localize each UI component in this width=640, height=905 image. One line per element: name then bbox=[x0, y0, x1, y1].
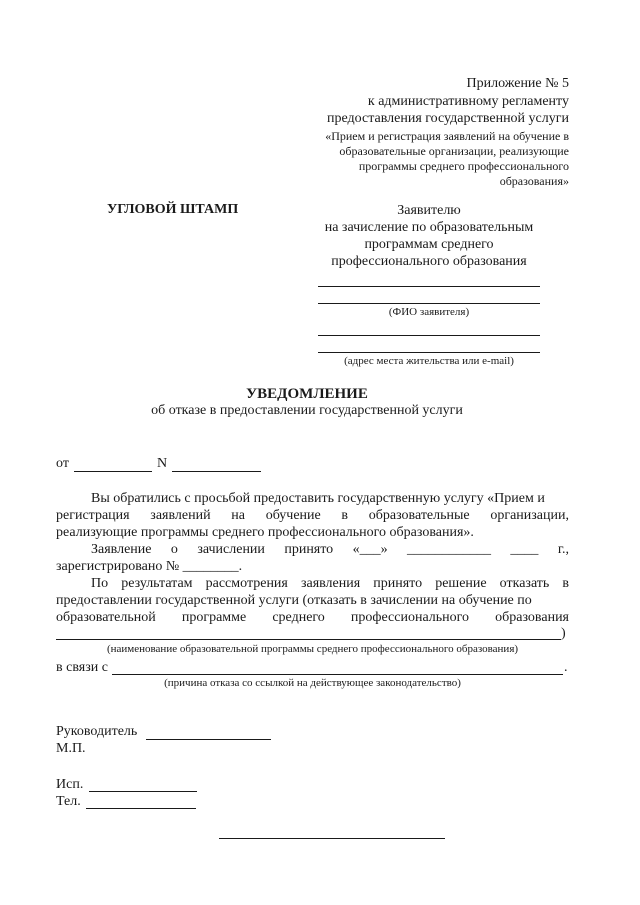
addressee-blank-4 bbox=[318, 352, 540, 353]
body-p3-line2: предоставлении государственной услуги (отказать в зачислении на обучение по bbox=[56, 593, 532, 608]
body-p1-line2: регистрация заявлений на обучение в образовательные организации, bbox=[56, 508, 569, 523]
addressee-line-1: Заявителю bbox=[397, 203, 461, 218]
executor-blank bbox=[89, 791, 197, 792]
body-p2-line2: зарегистрировано № ________. bbox=[56, 559, 243, 574]
due-to-label: в связи с bbox=[56, 660, 108, 675]
bottom-separator bbox=[219, 838, 445, 839]
document-title: УВЕДОМЛЕНИЕ bbox=[246, 386, 368, 402]
body-p1-line3: реализующие программы среднего профессионального образования». bbox=[56, 525, 474, 540]
seal-label: М.П. bbox=[56, 741, 86, 756]
addressee-blank-3 bbox=[318, 335, 540, 336]
reason-blank bbox=[112, 674, 563, 675]
fio-caption: (ФИО заявителя) bbox=[388, 306, 470, 318]
ref-number-blank bbox=[172, 471, 261, 472]
appendix-line-service-name-4: образования» bbox=[499, 174, 569, 188]
program-caption: (наименование образовательной программы среднего профессионального образования) bbox=[106, 643, 519, 655]
appendix-line-service: предоставления государственной услуги bbox=[327, 111, 569, 126]
phone-label: Тел. bbox=[56, 794, 81, 809]
body-p3-line1: По результатам рассмотрения заявления принято решение отказать в bbox=[91, 576, 569, 591]
corner-stamp: УГЛОВОЙ ШТАМП bbox=[107, 202, 239, 217]
appendix-line-service-name-1: «Прием и регистрация заявлений на обучение в bbox=[325, 129, 569, 143]
body-p1-line1: Вы обратились с просьбой предоставить государственную услугу «Прием и bbox=[91, 491, 545, 506]
ref-number-label: N bbox=[157, 456, 168, 471]
program-close-paren: ) bbox=[561, 626, 566, 641]
appendix-line-service-name-2: образовательные организации, реализующие bbox=[339, 144, 569, 158]
addressee-blank-2 bbox=[318, 303, 540, 304]
program-name-blank bbox=[56, 639, 561, 640]
appendix-line-regulation: к административному регламенту bbox=[367, 94, 569, 109]
phone-blank bbox=[86, 808, 196, 809]
addressee-line-3: программам среднего bbox=[364, 237, 494, 252]
reason-end-period: . bbox=[564, 660, 568, 675]
executor-label: Исп. bbox=[56, 777, 84, 792]
head-label: Руководитель bbox=[56, 724, 138, 739]
addressee-line-2: на зачисление по образовательным bbox=[324, 220, 534, 235]
addressee-blank-1 bbox=[318, 286, 540, 287]
address-caption: (адрес места жительства или e-mail) bbox=[344, 355, 514, 367]
ref-date-blank bbox=[74, 471, 152, 472]
document-subtitle: об отказе в предоставлении государственной услуги bbox=[151, 403, 463, 418]
ref-from-label: от bbox=[56, 456, 69, 471]
body-p3-line3: образовательной программе среднего профессионального образования bbox=[56, 610, 569, 625]
head-signature-blank bbox=[146, 739, 271, 740]
body-p2-line1: Заявление о зачислении принято «___» ____________ ____ г., bbox=[91, 542, 569, 557]
reason-caption: (причина отказа со ссылкой на действующее законодательство) bbox=[164, 677, 461, 689]
appendix-number: Приложение № 5 bbox=[466, 76, 569, 91]
appendix-line-service-name-3: программы среднего профессионального bbox=[358, 159, 569, 173]
addressee-line-4: профессионального образования bbox=[331, 254, 527, 269]
